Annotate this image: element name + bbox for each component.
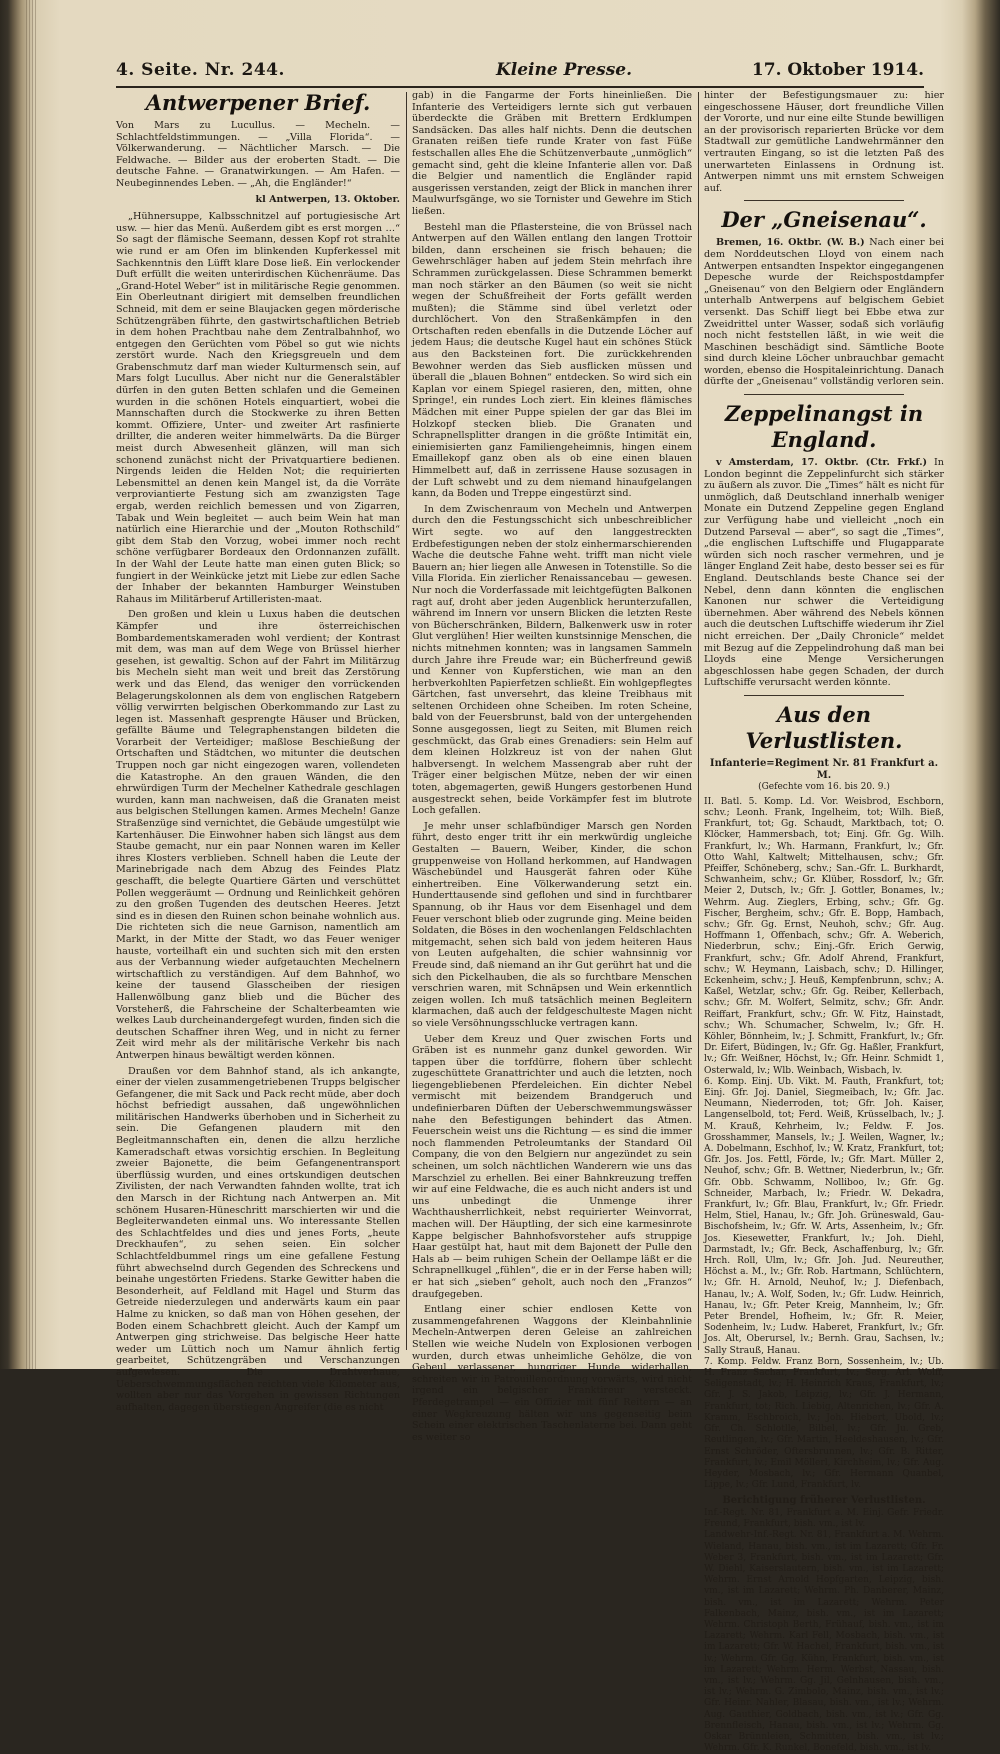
article-paragraph: Den großen und klein u Luxus haben die deutschen Kämpfer und ihre österreichischen Bombardementskameraden wohl verdient; der Kontrast mit dem, was man auf dem Wege von Brüssel hierher gesehen, ist gewaltig. Schon auf der Fahrt im Militärzug bis Mecheln sieht man weit und breit das Zerstörung werk und das Elend, das weniger den vorrückenden Belagerungskolonnen als dem von englischen Ratgebern völlig verwirrten belgischen Oberkommando zur Last zu legen ist. Massenhaft gesprengte Häuser und Brücken, gefällte Bäume und Telegraphenstangen bildeten die Vorarbeit der Verteidiger; maßlose Beschießung der Ortschaften und Städtchen, wo mitunter die deutschen Truppen noch gar nicht eingezogen waren, vollendeten die Katastrophe. An den grauen Wänden, die den ehrwürdigen Turm der Mechelner Kathedrale geschlagen wurden, kann man nachweisen, daß die Granaten meist aus belgischen Stellungen kamen. Armes Mecheln! Ganze Straßenzüge sind vernichtet, die Gebäude umgestülpt wie Kartenhäuser. Die Einwohner haben sich längst aus dem Staube gemacht, nur ein paar Nonnen waren im Keller ihres Klosters verblieben. Schnell haben die Leute der Marinebrigade nach dem Abzug des Feindes Platz geschafft, die belegte Quartiere Gärten und verschüttet Pollen weggeräumt — Ordnung und Reinlichkeit gehören zu den großen Tugenden des deutschen Heeres. Jetzt sind es in diesen den Ruinen schon beinahe wohnlich aus. Die richteten sich die neue Garnison, namentlich am Markt, in der Mitte der Stadt, wo das Feuer weniger hauste, vorteilhaft ein und suchten sich mit den ersten aus der Verbannung wieder aufgetauchten Mechelnern wirtschaftlich zu verständigen. Auf dem Bahnhof, wo keine der tausend Glasscheiben der riesigen Hallenwölbung ganz blieb und die Bücher des Vorsteherß, die Fahrscheine der Schalterbeamten wie welkes Laub durcheinandergefegt wurden, finden sich die deutschen Schaffner ihren Weg, und in nicht zu ferner Zeit wird mehr als der militärische Verkehr bis nach Antwerpen hinaus bewältigt werden können.	[116, 609, 400, 1061]
column-2	[412, 90, 692, 1443]
article-paragraph	[704, 237, 944, 388]
article-title: Antwerpener Brief.	[145, 90, 371, 115]
article-paragraph: „Hühnersuppe, Kalbsschnitzel auf portugiesische Art usw. — hier das Menü. Außerdem gibt es erst morgen …“ So sagt der flämische Seemann, dessen Kopf rot strahlte wie rund er am Ofen im blinkenden Kupferkessel mit Sachkenntnis den Lüfft klare Dose ließ. Ein verlockender Duft erfüllt die weiten unterirdischen Küchenräume. Das „Grand-Hotel Weber“ ist in militärische Regie genommen. Ein Oberleutnant dirigiert mit demselben freundlichen Schneid, mit dem er seine Blaujacken gegen mörderische Schützengräben führte, den gastwirtschaftlichen Betrieb in dem hohen Prachtbau nahe dem Zentralbahnhof, wo entgegen den Gerüchten vom Pöbel so gut wie nichts zerstört wurde. Nach den Kriegsgreueln und dem Grabenschmutz darf man wieder Kulturmensch sein, auf Mars folgt Lucullus. Aber nicht nur die Generalstäbler dürfen in den guten Betten schlafen und die Gemeinen wurden in die schönen Hotels einquartiert, wobei die Mannschaften durch die Stockwerke zu ihren Betten kommt. Offiziere, Unter- und zweiter Art rasfinierte drillter, die anderen weiter himmelwärts. Da die Bürger meist durch Abwesenheit glänzen, will man sich schonend zunächst nicht der Privatquartiere bedienen. Nirgends leiden die Helden Not; die requirierten Lebensmittel an denen kein Mangel ist, da die Vorräte verproviantierte Festung sich am zwanzigsten Tage ergab, werden reichlich bemessen und von Zigarren, Tabak und Wein begleitet — auch beim Wein hat man natürlich eine Hierarchie und der „Mouton Rothschild“ gibt dem Stab den Vorzug, wobei immer noch recht schöne verfügbarer Bordeaux den Ordonnanzen zufällt. In der Wahl der Leute hatte man einen guten Blick; so fungiert in der Weinkücke jetzt mit Liebe zur edlen Sache der Inhaber der bekannten Hamburger Weinstuben Rahaus im Militärberuf Artilleristen-maat.	[116, 211, 400, 605]
article-separator	[744, 394, 904, 395]
article-dateline: v Amsterdam, 17. Oktbr. (Ctr. Frkf.)	[716, 457, 928, 469]
article-paragraph: gab) in die Fangarme der Forts hineinließen. Die Infanterie des Verteidigers lernte sich gut verbauen überdeckte die Gräben mit Brettern Erdklumpen Sandsäcken. Das alles half nichts. Denn die deutschen Granaten reißen tiefe runde Krater von fast Füße festschallen alles Ehe die Schützenverbaute „unmöglich“ gemacht sind, geht die kleine Infanterie allen vor. Daß die Belgier und namentlich die Engländer rapid ausgerissen verstanden, zeigt der Blick in manchen ihrer Maulwurfsgänge, wo sie Tornister und Gewehre im Stich ließen.	[412, 90, 692, 217]
article-paragraph: Draußen vor dem Bahnhof stand, als ich ankangte, einer der vielen zusammengetriebenen Trupps belgischer Gefangener, die mit Sack und Pack recht müde, aber doch höchst befriedigt aussahen, daß ungewöhnlichen militärischen Handwerks überhoben und in Sicherheit zu sein. Die Gefangenen plaudern mit den Begleitmannschaften ein, denen die allzu herzliche Kameradschaft etwas vorsichtig erschien. In Begleitung zweier Bajonette, die beim Gefangenentransport überflüssig wurden, und eines ortskundigen deutschen Zivilisten, der nach Verwandten fahnden wollte, trat ich den Marsch in der Richtung nach Antwerpen an. Mit schönem Husaren-Hüneschritt marschierten wir und die Begleiterwandeten einmal uns. Wo interessante Stellen des Schlachtfeldes und dies und jenes Forts, „heute Dreckhaufen“, zu sehen seien. Ein solcher Schlachtfeldbummel rings um eine gefallene Festung führt abwechselnd durch Gegenden des Schreckens und beinahe ungestörten Friedens. Starke Gewitter haben die Besonderheit, auf Feldland mit Hagel und Sturm das Getreide niederzulegen und anderwärts kaum ein paar Halme zu knicken, so daß man von Höhen gesehen, der Boden einem Schachbrett gleicht. Auch der Kampf um Antwerpen ging strichweise. Das belgische Heer hatte weder um Lüttich noch um Namur ähnlich fertig gearbeitet, Schützengräben und Verschanzungen aufgewiesen. Die Drahtverhaue, Ueberschwemmungsflächen reichten viele Kilometer aus, wollten aber nur das Vorgehen in gewissen Richtungen aufhalten, dagegen überstiegen Angreifer (die es nicht	[116, 1065, 400, 1413]
article-title: Der „Gneisenau“.	[721, 207, 927, 233]
article-dateline: Bremen, 16. Oktbr. (W. B.)	[716, 237, 865, 249]
article-text: Nach einer bei dem Norddeutschen Lloyd von einem nach Antwerpen entsandten Inspektor eingegangenen Depesche wurde der Reichspostdampfer „Gneisenau“ von den Belgiern oder Engländern unterhalb Antwerpens auf belgischem Gebiet versenkt. Das Schiff liegt bei Ebbe etwa zur Zweidrittel unter Wasser, sodaß sich vorläufig noch nicht feststellen läßt, in wie weit die Maschinen beschädigt sind. Sämtliche Boote sind durch kleine Löcher unbrauchbar gemacht worden, ebenso die Hospitaleinrichtung. Danach dürfte der „Gneisenau“ vollständig verloren sein.	[704, 237, 945, 388]
article-summary: Von Mars zu Lucullus. — Mecheln. — Schlachtfeldstimmungen. — „Villa Florida“. — Völkerwanderung. — Nächtlicher Marsch. — Die Feldwache. — Bilder aus der eroberten Stadt. — Die deutsche Fahne. — Granatwirkungen. — Am Hafen. — Neubeginnendes Leben. — „Ah, die Engländer!“	[116, 120, 400, 189]
column-3	[704, 90, 945, 1754]
issue-date: 17. Oktober 1914.	[751, 60, 924, 80]
casualty-list: II. Batl. 5. Komp. Ld. Vor. Weisbrod, Eschborn, schv.; Leonh. Frank, Ingelheim, tot; Wilh. Bieß, Frankfurt, tot; Gg. Schaudt, Marktbach, tot; O. Klöcker, Hammersbach, tot; Einj. Gfr. Gg. Wilh. Frankfurt, lv.; Wh. Harmann, Frankfurt, lv.; Gfr. Otto Wahl, Kaltwelt; Mittelhausen, schv.; Gfr. Pfeiffer, Schöneberg, schv.; San.-Gfr. L. Burkhardt, Schwanheim, schv.; Gr. Klüber, Rossdorf, lv.; Gfr. Meier 2, Dutsch, lv.; Gfr. J. Gottler, Bonames, lv.; Wehrm. Aug. Zieglers, Erbing, schv.; Gfr. Gg. Fischer, Bergheim, schv.; Gfr. E. Bopp, Hambach, schv.; Gfr. Gg. Ernst, Neuhoh, schv.; Gfr. Aug. Hoffmann 1, Offenbach, schv.; Gfr. A. Weberich, Niederbrun, schv.; Einj.-Gfr. Erich Gerwig, Frankfurt, schv.; Gfr. Adolf Ahrend, Frankfurt, schv.; W. Heymann, Laisbach, schv.; D. Hillinger, Eckenheim, schv.; J. Heuß, Kempfenbrunn, schv.; A. Kaßel, Wetzlar, schv.; Gfr. Gg. Reiber, Kellerbach, schv.; Gfr. M. Wolfert, Selmitz, schv.; Gfr. Andr. Reiffart, Frankfurt, schv.; Gfr. W. Fitz, Hainstadt, schv.; Wh. Schumacher, Schwelm, lv.; Gfr. H. Köhler, Bönnheim, lv.; J. Schmitt, Frankfurt, lv.; Gfr. Dr. Eifert, Büdingen, lv.; Gfr. Gg. Haßler, Frankfurt, lv.; Gfr. Weißner, Höchst, lv.; Gfr. Heinr. Schmidt 1, Osterwald, lv.; Wlb. Weinbach, Wisbach, lv. 6. Komp. Einj. Ub. Vikt. M. Fauth, Frankfurt, tot; Einj. Gfr. Joj. Daniel, Siegmeibach, lv.; Gfr. Jac. Neumann, Niederroden, tot; Gfr. Joh. Kaiser, Langenselbold, tot; Ferd. Weiß, Krüsselbach, lv.; J. M. Krauß, Kehrheim, lv.; Feldw. F. Jos. Grosshammer, Mansels, lv.; J. Weilen, Wagner, lv.; A. Dobelmann, Eschhof, lv.; W. Kratz, Frankfurt, tot; Gfr. Jos. Jos. Fettl, Förde, lv.; Gfr. Mart. Müller 2, Neuhof, schv.; Gfr. B. Wettner, Niederbrun, lv.; Gfr. Gfr. Obb. Schwamm, Nolliboo, lv.; Gfr. Gg. Schneider, Marbach, lv.; Friedr. W. Dekadra, Frankfurt, lv.; Gfr. Blau, Frankfurt, lv.; Gfr. Friedr. Helm, Stiel, Hanau, lv.; Gfr. Joh. Grüneswald, Gau-Bischofsheim, lv.; Gfr. W. Arts, Assenheim, lv.; Gfr. Jos. Kiesewetter, Frankfurt, lv.; Joh. Diehl, Darmstadt, lv.; Gfr. Beck, Aschaffenburg, lv.; Gfr. Hrch. Roll, Ulm, lv.; Gfr. Joh. Jud. Neureuther, Höchst a. M., lv.; Gfr. Rob. Hartmann, Schlüchtern, lv.; Gfr. H. Arnold, Neuhof, lv.; J. Diefenbach, Hanau, lv.; A. Wolf, Soden, lv.; Gfr. Ludw. Heinrich, Hanau, lv.; Gfr. Peter Kreig, Mannheim, lv.; Gfr. Peter Brendel, Hofheim, lv.; Gfr. R. Meier, Sodenheim, lv.; Ludw. Haberet, Frankfurt, lv.; Gfr. Jos. Alt, Oberursel, lv.; Bernh. Grau, Sachsen, lv.; Sally Strauß, Hanau. 7. Komp. Feldw. Franz Born, Sossenheim, lv.; Ub. H. Franz Sachar, Frankfurt, lv.; Serg. Arl. Wolff, Seligenstadt, lv.; H. Heinrich Kraus, Frankfurt, lv.; Gfr. J. S. Jakob, Leipzig, lv.; Gfr. J. Hermann, Frankfurt, tot; Rich. Liebig, Altenrichen, lv.; Gfr. A. Kramm, Eschbroich, lv.; Joh. Hiebert, Ubold, lv.; Gfr. Ch. Schlotlle, Bilbel, lv.; Gfr. Ju. Greb, Reutlingen, lv.; Gfr. Martin, Heeldeshausen, lv.; Gfr. Ernst Schröder, Oftersbrunnen, lv.; Gfr. B. Ritter, Frankfurt, lv.; Emil Möllerl, Kirchheim, lv.; Gfr. Aug. Heyder, Mosbach, lv.; Gfr. Hermann Quanbel, Lippe, lv.; Gfr. Lund, Frankfurt, lv.	[704, 796, 944, 1491]
article-paragraph: Bestehl man die Pflastersteine, die von Brüssel nach Antwerpen auf den Wällen entlang den langen Trottoir bilden, dann erscheinen sie frisch behauen; die Gewehrschläger haben auf jedem Stein mehrfach ihre Schrammen zurückgelassen. Diese Schrammen bemerkt man noch stärker an den Bäumen (so weit sie nicht wegen der Schußfreiheit der Forts gefällt werden mußten); die Stämme sind übel verletzt oder durchlöchert. Von den Straßenkämpfen in den Ortschaften reden ebenfalls in die Dutzende Löcher auf jedem Haus; die deutsche Kugel haut ein schönes Stück aus den Backsteinen fort. Die zurückkehrenden Bewohner werden das Sieb ausflicken müssen und überall die „blauen Bohnen“ entdecken. So wird sich ein Kaplan vor einem Spiegel rasieren, den, mitten, ohne Springe!, ein rundes Loch ziert. Ein kleines flämisches Mädchen mit einer Puppe spielen der gar das Blei im Holzkopf stecken blieb. Die Granaten und Schrapnellsplitter drangen in die größte Intimität ein, einiemisierten ganz Familiengeheimnis, hingen einem Emaillekopf ganz oben als ob eine einen blauen Himmelbett auf, daß in zerrissene Hause sozusagen in der Luft schwebt und zu dem niemand hinaufgelangen kann, da Boden und Treppe eingestürzt sind.	[412, 221, 692, 500]
article-paragraph: Ueber dem Kreuz und Quer zwischen Forts und Gräben ist es nunmehr ganz dunkel geworden. Wir tappen über die torfdürre, flohern über schlecht zugeschüttete Granattrichter und auch die letzten, noch liegengebliebenen Pferdeleichen. Ein dichter Nebel vermischt mit beizendem Brandgeruch und undefinierbaren Düften der Ueberschwemmungswässer nahe den Befestigungen behindert das Atmen. Feuerschein weist uns die Richtung — es sind die immer noch flammenden Petroleumtanks der Standard Oil Company, die von den Belgiern nur angezündet zu sein scheinen, um solch nächtlichen Wanderern wie uns das Marschziel zu erhellen. Bei einer Bahnkreuzung treffen wir auf eine Feldwache, die es auch nicht anders ist und uns unbedingt die Unmenge ihrer Wachthausherrlichkeit, nebst requirierter Weinvorrat, machen will. Der Häuptling, der sich eine karmesinrote Kappe belgischer Bahnhofsvorsteher aufs struppige Haar gestülpt hat, haut mit dem Bajonett der Pulle den Hals ab — beim ruhigen Schein der Oellampe läßt er die Schrapnellkugel „fühlen“, die er in der Ferse haben will; er hat sich „sieben“ geholt, auch noch den „Franzos“ draufgegeben.	[412, 1033, 692, 1300]
column-1	[116, 90, 400, 1413]
correction-list: Inf.-Regt. Nr. 81, Frankfurt a. M. Einj. Gefr. Friedr. Freund, Frankfurt, bish. vm., ist lv. Landwehr-Inf.-Regt. Nr. 81, Frankfurt a. M. Wehrm. Wieland, Hanau, bish. vm., ist im Lazarett; Gfr. Fr. Weber 3, Frankfurt, bish. vm., ist im Lazarett; Gfr. W. Diehl, Kaiserslautern, bish. vm., ist im Lazarett; Wehrm. Ernst Arnold Hopfgarten, Leipzig, bish. vm., ist im Lazarett; Wehrm. Ph. Danberer, Mainz, bish. vm., ist im Lazarett; Wehrm. Peter Falkenbach, Mainz, bish. vm., ist im Lazarett; Wehrm. Christoph Berth, Frühauf, bish. vm., ist im Lazarett; Wehrm. Karl Fell, Mosbach, bish. vm., ist im Lazarett; Gfr. W. Hachel, Frankfurt, bish. vm., ist lv.; Wehrm. Gfr. Gg. Kühn, Frankfurt, bish. vm., ist im Lazarett; Wehrm. Herm. Werbst, Nassau, bish. vm., ist lv.; Wehrm. Gg. Jil, Gelnhausen, bish. vm., ist lv.; Wehrm. G. Zimbolo, Mainz, bish. vm., ist lv.; Gfr. Heinr. Nahler, Blasau, bish. vm., ist lv.; Wehrm. Aug. Gauthier, Goldbach, bish. vm., ist lv.; Gfr. Gg. Brennfleisch, Hanau, bish. vm., ist lv.; Wehrm. Gg. Oskar Brünnleien, Schmitten, bish. vm., ist lv.; Wehrm. Gfr. K. Runkel, Bonefeld, bish. vm., ist lv.	[704, 1507, 944, 1754]
article-text: In London beginnt die Zeppelinfurcht sich stärker zu äußern als zuvor. Die „Times“ hält es nicht für unmöglich, daß Deutschland innerhalb weniger Monate ein Dutzend Zeppeline gegen England zur Verfügung habe und vielleicht „noch ein Dutzend Parseval — aber“, so sagt die „Times“, „die englischen Luftschiffe und Flugapparate würden sich noch rascher vermehren, und je länger England Zeit habe, desto besser sei es für England. Deutschlands beste Chance sei der Nebel, denn dann könnten die englischen Kanonen nur schwer die Verteidigung übernehmen. Aber während des Nebels können auch die deutschen Luftschiffe wiederum ihr Ziel nicht erreichen. Der „Daily Chronicle“ meldet mit Bezug auf die Zeppelindrohung daß man bei Lloyds eine Menge Versicherungen abgeschlossen habe gegen Schaden, der durch Luftschiffe verursacht werden könnte.	[704, 457, 944, 689]
newspaper-title: Kleine Presse.	[496, 60, 633, 80]
article-title: Zeppelinangst in England.	[724, 401, 924, 453]
article-title: Aus den Verlustlisten.	[745, 701, 903, 753]
article-paragraph: In dem Zwischenraum von Mecheln und Antwerpen durch den die Festungsschicht sich unbeschreiblicher Wirt segte. wo auf den langgestreckten Erdbefestigungen neben der stolz einhermarschierenden Wache die deutsche Fahne weht. trifft man nicht viele Bauern an; hier liegen alle Anwesen in Totenstille. So die Villa Florida. Ein zierlicher Renaissancebau — gewesen. Nur noch die Vorderfassade mit leichtgefügten Balkonen ragt auf, droht aber jeden Augenblick herunterzufallen, während im Innern vor unsern Blicken die letzten Reste von Bücherschränken, Bildern, Balkenwerk usw in roter Glut verglühen! Hier weilten kunstsinnige Menschen, die nichts mitnehmen konnten; was in langsamen Sammeln durch Jahre ihre Freude war; ein Bücherfreund gewiß und Kenner von Kupferstichen, wie man an den herbverkohlten Papierfetzen schließt. Ein wohlgepflegtes Gärtchen, fast unversehrt, das kleine Treibhaus mit seltenen Orchideen ohne Scheiben. Im roten Scheine, bald von der Feuersbrunst, bald von der untergehenden Sonne ausgegossen, liegt zu Seiten, mit Blumen reich geschmückt, das Grab eines Grenadiers: sein Helm auf dem kleinen Holzkreuz ist von der nahen Glut halbversengt. In welchem Massengrab aber ruht der Träger einer belgischen Mütze, neben der wir einen toten, abgemagerten, gewiß Hungers gestorbenen Hund ausgestreckt sehen, beide Vorkämpfer fest im blutrote Loch gefallen.	[412, 503, 692, 817]
page-binding-edge	[26, 0, 36, 1369]
column-rule	[698, 92, 699, 1350]
article-separator	[744, 695, 904, 696]
page-number: 4. Seite. Nr. 244.	[116, 60, 285, 80]
article-paragraph: hinter der Befestigungsmauer zu: hier eingeschossene Häuser, dort freundliche Villen der Vororte, und nur eine eilte Stunde bewilligen an der provisorisch reparierten Brücke vor dem Stadtwall zur gemütliche Landwehrmänner den vertrauten Eingang, so ist die letzten Paß des unerwarteten Einlassens in Ordnung ist. Antwerpen nimmt uns mit ernstem Schweigen auf.	[704, 90, 944, 194]
article-paragraph: Entlang einer schier endlosen Kette von zusammengefahrenen Waggons der Kleinbahnlinie Mecheln-Antwerpen deren Geleise an zahlreichen Stellen wie weiche Nudeln von Explosionen verbogen wurden, durch etwas unheimliche Gehölze, die von Gebeul verlassener, hungriger Hunde widerhallen, schreiten wir in Patrouillenordnung vorwärts, wird nicht irgend ein belgischer Franktireur versteckt. Pferdegetrampel — ein Offizier mit fünf Reitern — an einer Wegkreuzung hälten wir uns gegenseitig beim Schein einer elektrischen Taschenlaterne bei. Dann geht es weiter so	[412, 1304, 692, 1443]
list-subtitle-note: (Gefechte vom 16. bis 20. 9.)	[758, 782, 890, 793]
list-subtitle: Berichtigung früherer Verlustlisten.	[722, 1495, 926, 1507]
column-rule	[406, 92, 407, 1350]
page-header	[116, 58, 924, 88]
article-paragraph	[704, 457, 944, 689]
article-dateline: kl Antwerpen, 13. Oktober.	[255, 193, 400, 205]
article-separator	[744, 200, 904, 201]
list-subtitle: Infanterie=Regiment Nr. 81 Frankfurt a. M.	[709, 757, 939, 781]
article-paragraph: Je mehr unser schlafbündiger Marsch gen Norden führt, desto enger tritt ihr ein merkwürdig ungleiche Gestalten — Bauern, Weiber, Kinder, die schon gruppenweise von Holland herkommen, auf Handwagen Wäschebündel und Hausgerät fahren oder Kühe einhertreiben. Eine Völkerwanderung setzt ein. Hunderttausende sind geflohen und sind in furchtbarer Spannung, ob ihr Haus vor dem Eisenhagel und dem Feuer verschont blieb oder zugrunde ging. Meine beiden Soldaten, die Böses in den wochenlangen Feldschlachten mitgemacht, sehen sich bald von jedem heiteren Haus von Leuten aufgehalten, die schier wahnsinnig vor Freude sind, daß niemand an ihr Gut gerührt hat und die sich den Pickelhauben, die als so furchtbare Menschen verschrien waren, mit Schnäpsen und Wein erkenntlich zeigen wollen. Ich muß tatsächlich meinen Begleitern klarmachen, daß auch der feldgeschulteste Magen nicht so viele Versöhnungsschlucke vertragen kann.	[412, 820, 692, 1029]
